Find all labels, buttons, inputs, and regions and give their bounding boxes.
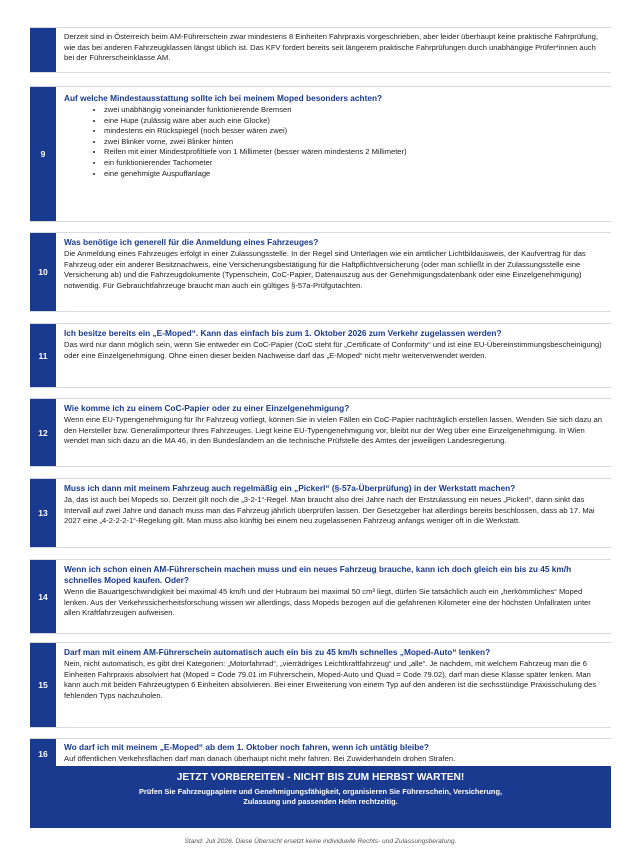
faq-row-16 xyxy=(30,738,611,768)
row-number-marker xyxy=(30,28,56,72)
faq-row-13 xyxy=(30,478,611,548)
faq-row-intro xyxy=(30,27,611,73)
faq-row-12 xyxy=(30,398,611,467)
row-number: 14 xyxy=(30,560,56,633)
banner-subline: Prüfen Sie Fahrzeugpapiere und Genehmigungsfähigkeit, organisieren Sie Führerschein, Versicherung, Zulassung und passenden Helm rechtzeitig. xyxy=(138,787,503,806)
faq-row-14 xyxy=(30,559,611,634)
question: Ich besitze bereits ein „E-Moped“. Kann das einfach bis zum 1. Oktober 2026 zum Verkehr zugelassen werden? xyxy=(64,328,502,338)
question: Darf man mit einem AM-Führerschein automatisch auch ein bis zu 45 km/h schnelles „Moped-Auto“ lenken? xyxy=(64,647,491,657)
answer: Wenn die Bauartgeschwindigkeit bei maximal 45 km/h und der Hubraum bei maximal 50 cm³ liegt, dürfen Sie tatsächlich auch ein „herkömmliches“ Moped lenken. Aus der Verkehrssicherheitsforschung wissen wir allerdings, dass Mopeds bezogen auf die gefahrenen Kilometer eine der höchsten Unfallraten unter allen Kraftfahrzeugen aufweisen. xyxy=(64,587,591,617)
list-item: • zwei Blinker vorne, zwei Blinker hinten xyxy=(104,137,603,148)
question: Wie komme ich zu einem CoC-Papier oder zu einer Einzelgenehmigung? xyxy=(64,403,350,413)
row-number: 11 xyxy=(30,324,56,387)
list-item: • ein funktionierender Tachometer xyxy=(104,158,603,169)
call-to-action-banner xyxy=(30,766,611,828)
row-number: 12 xyxy=(30,399,56,466)
intro-text: Derzeit sind in Österreich beim AM-Führerschein zwar mindestens 8 Einheiten Fahrpraxis vorgeschrieben, aber leider überhaupt keine praktische Fahrprüfung, wie das bei anderen Fahrzeugklassen längst üblich ist. Das KFV fordert bereits seit längerem praktische Fahrprüfungen durch unabhängige Prüfer*innen auch bei der Führerscheinklasse AM. xyxy=(64,32,598,62)
answer: Wenn eine EU-Typengenehmigung für Ihr Fahrzeug vorliegt, können Sie in vielen Fällen ein CoC-Papier nachträglich erstellen lassen. Wenden Sie sich dazu an den Hersteller bzw. Generalimporteur Ihres Fahrzeuges. Liegt keine EU-Typengenehmigung vor, bleibt nur der Weg über eine Einzelgenehmigung. In Wien wendet man sich dazu an die MA 46, in den Bundesländern an die technische Prüfstelle des Amtes der jeweiligen Landesregierung. xyxy=(64,415,602,445)
list-item: • Reifen mit einer Mindestprofiltiefe von 1 Millimeter (besser wären mindestens 2 Millimeter) xyxy=(104,147,603,158)
list-item: • eine genehmigte Auspuffanlage xyxy=(104,169,603,180)
equipment-list xyxy=(64,105,603,179)
row-number: 13 xyxy=(30,479,56,547)
row-number: 15 xyxy=(30,643,56,727)
question: Auf welche Mindestausstattung sollte ich bei meinem Moped besonders achten? xyxy=(64,93,383,103)
question: Was benötige ich generell für die Anmeldung eines Fahrzeuges? xyxy=(64,237,319,247)
list-item: • zwei unabhängig voneinander funktionierende Bremsen xyxy=(104,105,603,116)
row-number: 10 xyxy=(30,233,56,311)
row-number: 16 xyxy=(30,739,56,768)
question: Wo darf ich mit meinem „E-Moped“ ab dem 1. Oktober noch fahren, wenn ich untätig bleibe? xyxy=(64,742,429,752)
list-item: • eine Hupe (zulässig wäre aber auch eine Glocke) xyxy=(104,116,603,127)
answer: Das wird nur dann möglich sein, wenn Sie entweder ein CoC-Papier (CoC steht für „Certificate of Conformity“ und ist eine EU-Übereinstimmungsbescheinigung) oder eine Einzelgenehmigung. Ohne einen dieser beiden Nachweise darf das „E-Moped“ nicht mehr weiterverwendet werden. xyxy=(64,340,602,360)
question: Wenn ich schon einen AM-Führerschein machen muss und ein neues Fahrzeug brauche, kann ich doch gleich ein bis zu 45 km/h schnelles Moped kaufen. Oder? xyxy=(64,564,572,585)
faq-row-15 xyxy=(30,642,611,728)
answer: Die Anmeldung eines Fahrzeuges erfolgt in einer Zulassungsstelle. In der Regel sind Unterlagen wie ein amtlicher Lichtbildausweis, der Kaufvertrag für das Fahrzeug oder ein anderer Besitznachweis, eine Versicherungsbestätigung für die Haftpflichtversicherung (oder man schließt in der Zulassungsstelle eine Versicherung ab) und die Fahrzeugdokumente (Typenschein, CoC-Papier, Datenauszug aus der Genehmigungsdatenbank oder eine Einzelgenehmigung) notwendig. Für Gebrauchtfahrzeuge braucht man auch ein gültiges §-57a-Prüfgutachten. xyxy=(64,249,586,290)
faq-row-10 xyxy=(30,232,611,312)
banner-headline: JETZT VORBEREITEN - NICHT BIS ZUM HERBST WARTEN! xyxy=(176,772,465,783)
answer: Ja, das ist auch bei Mopeds so. Derzeit gilt noch die „3-2-1“-Regel. Man braucht also drei Jahre nach der Erstzulassung ein neues „Pickerl“, dann sinkt das Intervall auf zwei Jahre und danach muss man das Fahrzeug jährlich überprüfen lassen. Der Gesetzgeber hat allerdings bereits beschlossen, dass ab 17. Mai 2027 eine „4-2-2-2-1“-Regelung gilt. Man muss also künftig bei einem neu zugelassenen Fahrzeug anfangs weniger oft in die Werkstatt. xyxy=(64,495,595,525)
answer: Nein, nicht automatisch, es gibt drei Kategorien: „Motorfahrrad“, „vierrädriges Leichtkraftfahrzeug“ und „alle“. Je nachdem, mit welchem Fahrzeug man die 6 Einheiten Fahrpraxis absolviert hat (Moped = Code 79.01 im Führerschein, Moped-Auto und Quad = Code 79.02), darf man diese Klasse später lenken. Man kann auch mit beiden Fahrzeugtypen 6 Einheiten absolvieren. Bei einer Erweiterung von einem Typ auf den anderen ist die sechsstündige Praxisschulung des fehlenden Typs nachzuholen. xyxy=(64,659,597,700)
answer: Auf öffentlichen Verkehrsflächen darf man danach überhaupt nicht mehr fahren. Bei Zuwiderhandeln drohen Strafen. xyxy=(64,754,456,763)
faq-row-9 xyxy=(30,86,611,222)
list-item: • mindestens ein Rückspiegel (noch besser wären zwei) xyxy=(104,126,603,137)
row-number: 9 xyxy=(30,87,56,221)
faq-row-11 xyxy=(30,323,611,388)
footer-note: Stand: Juli 2026. Diese Übersicht ersetzt keine individuelle Rechts- und Zulassungsberatung. xyxy=(184,838,457,845)
question: Muss ich dann mit meinem Fahrzeug auch regelmäßig ein „Pickerl“ (§-57a-Überprüfung) in der Werkstatt machen? xyxy=(64,483,516,493)
